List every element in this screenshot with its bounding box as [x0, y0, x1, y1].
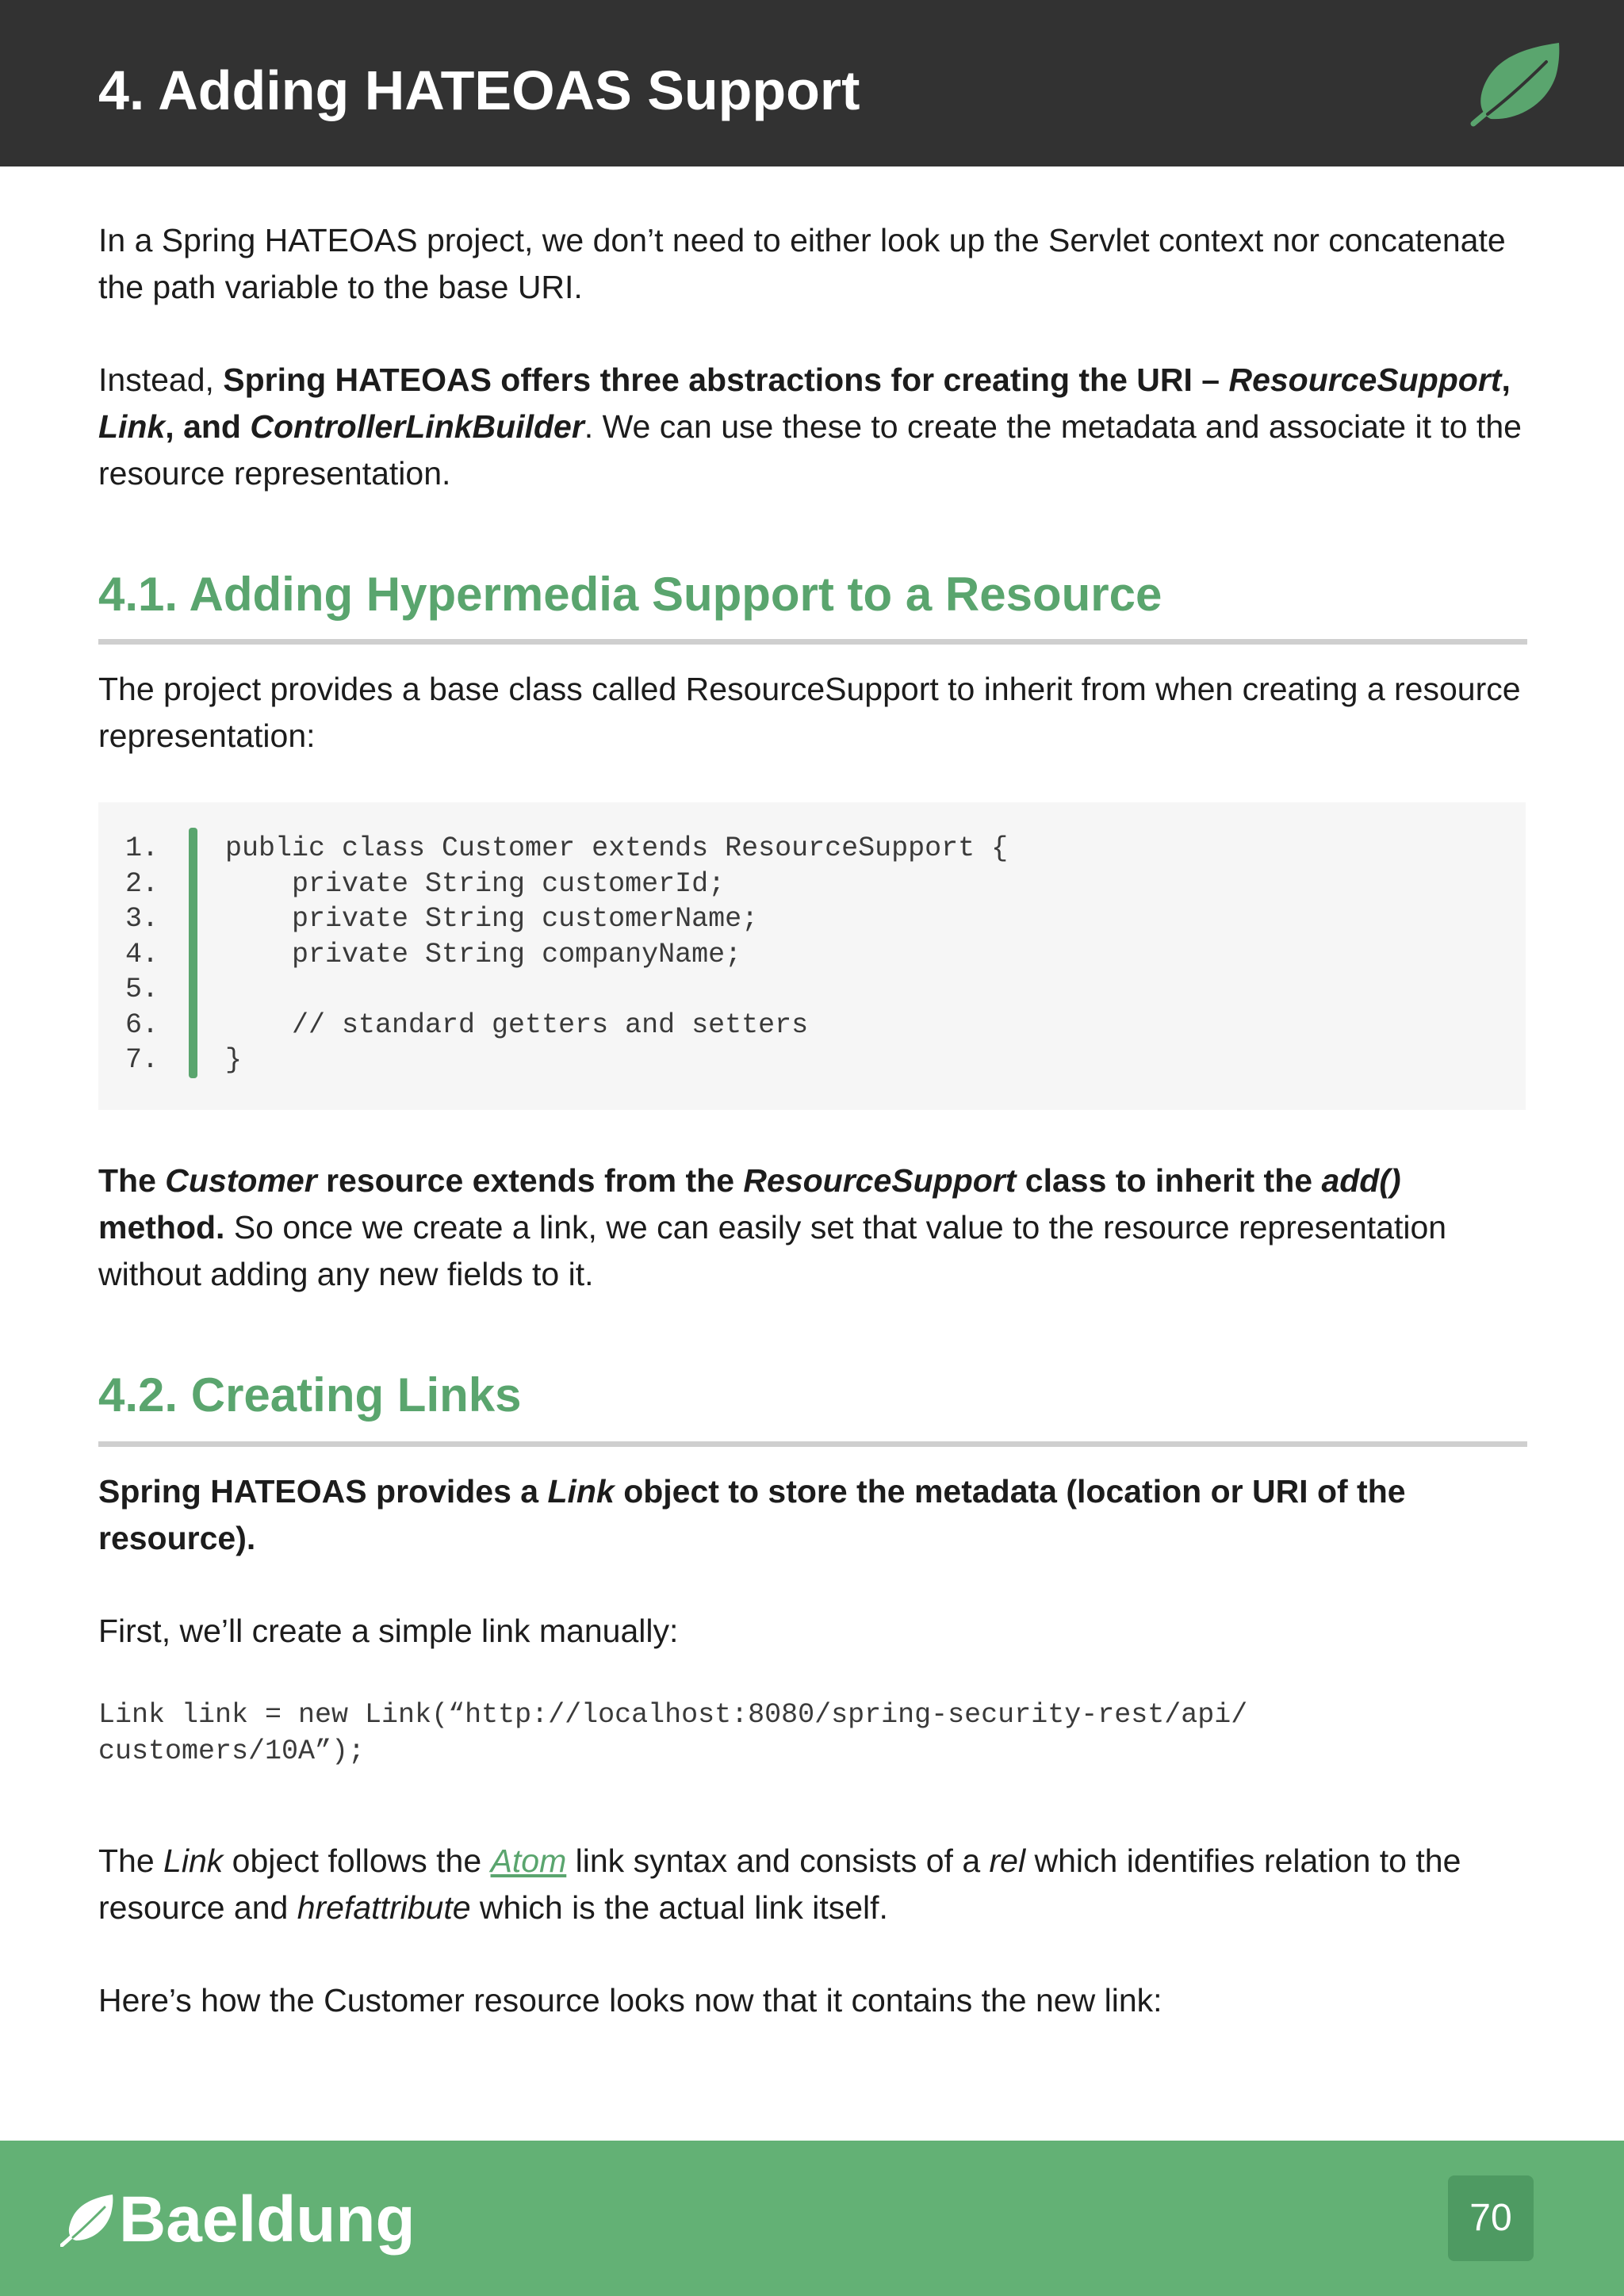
section1-paragraph-2: The Customer resource extends from the ResourceSupport class to inherit the add() method. So once we create a link, we can easily set that value to the resource representation without adding any new fields to it.	[98, 1162, 1447, 1292]
line-number: 5.	[125, 974, 159, 1006]
code-block	[98, 802, 1526, 1110]
line-number: 6.	[125, 1008, 159, 1041]
code-line	[125, 901, 1008, 937]
code-lines	[125, 831, 1008, 1078]
brand-name: Baeldung	[119, 2183, 416, 2256]
code-text: }	[225, 1044, 243, 1077]
leaf-icon	[60, 2193, 114, 2247]
code-line	[125, 1008, 1008, 1043]
line-number: 4.	[125, 938, 159, 970]
section-divider	[98, 639, 1527, 645]
code-line	[125, 1043, 1008, 1078]
section-heading-4-1: 4.1. Adding Hypermedia Support to a Resource	[98, 568, 1162, 621]
line-number: 7.	[125, 1044, 159, 1077]
code-text: public class Customer extends ResourceSupport {	[225, 832, 1009, 865]
intro-paragraph-1: In a Spring HATEOAS project, we don’t need to either look up the Servlet context nor concatenate the path variable to the base URI.	[98, 222, 1506, 305]
section2-paragraph-1: Spring HATEOAS provides a Link object to store the metadata (location or URI of the resource).	[98, 1473, 1406, 1556]
code-text: private String customerId;	[225, 867, 726, 900]
code-text: private String companyName;	[225, 938, 742, 970]
code-line	[125, 937, 1008, 973]
page-footer	[0, 2141, 1624, 2296]
code-line: Link link = new Link(“http://localhost:8080/spring-security-rest/api/	[98, 1699, 1248, 1731]
code-line	[125, 972, 1008, 1008]
section2-paragraph-2: First, we’ll create a simple link manually:	[98, 1613, 679, 1649]
code-line	[125, 831, 1008, 867]
line-number: 3.	[125, 903, 159, 936]
code-line: customers/10A”);	[98, 1735, 366, 1767]
section1-paragraph-1: The project provides a base class called ResourceSupport to inherit from when creating a resource representation:	[98, 671, 1521, 754]
code-text: // standard getters and setters	[225, 1008, 809, 1041]
line-number: 1.	[125, 832, 159, 865]
section-divider	[98, 1441, 1527, 1447]
leaf-icon	[1470, 41, 1562, 127]
page-number: 70	[1448, 2175, 1534, 2261]
line-number: 2.	[125, 867, 159, 900]
page-header	[0, 0, 1624, 166]
code-text: private String customerName;	[225, 903, 759, 936]
section2-paragraph-3: The Link object follows the Atom link syntax and consists of a rel which identifies relation to the resource and hrefattribute which is the actual link itself.	[98, 1843, 1461, 1926]
section2-paragraph-4: Here’s how the Customer resource looks now that it contains the new link:	[98, 1982, 1162, 2019]
inline-code-block	[98, 1697, 1526, 1770]
intro-paragraph-2: Instead, Spring HATEOAS offers three abstractions for creating the URI – ResourceSupport, Link, and ControllerLinkBuilder. We can use these to create the metadata and associate it to the resource representation.	[98, 362, 1522, 492]
section-heading-4-2: 4.2. Creating Links	[98, 1368, 522, 1422]
code-line	[125, 867, 1008, 902]
atom-link[interactable]: Atom	[490, 1843, 567, 1879]
page-title: 4. Adding HATEOAS Support	[98, 59, 860, 121]
